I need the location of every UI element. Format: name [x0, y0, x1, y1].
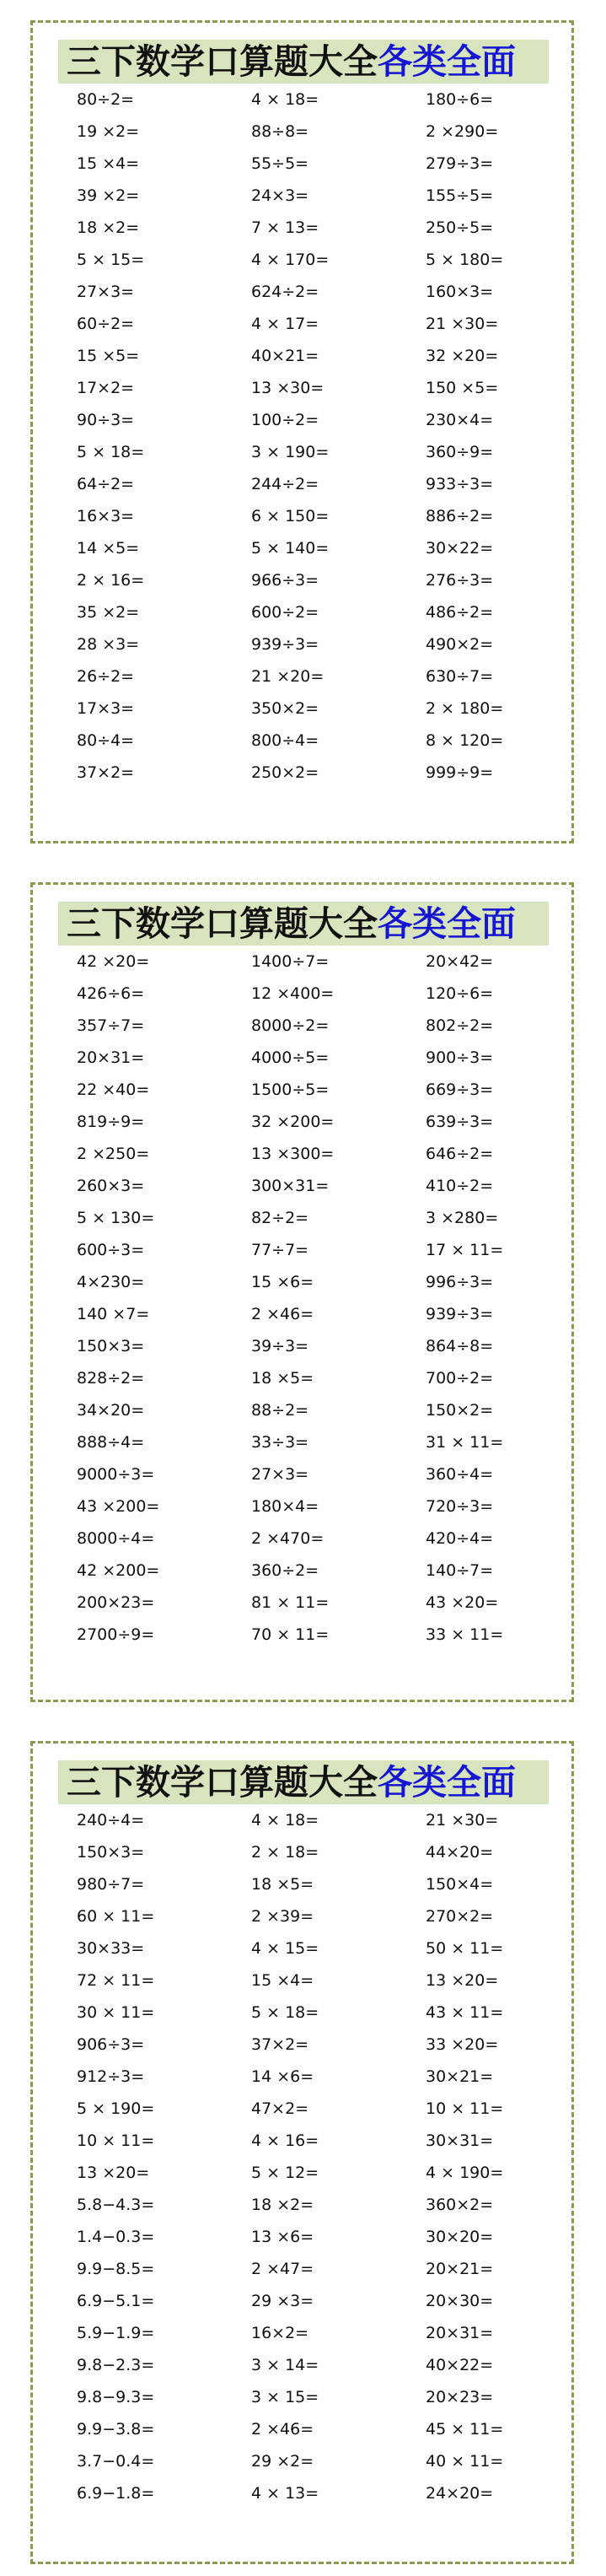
problem-row [77, 84, 600, 116]
problem-row [77, 1964, 600, 1997]
arithmetic-problem: 3 × 15= [251, 2388, 319, 2406]
problem-row [77, 978, 600, 1010]
arithmetic-problem: 13 ×20= [77, 2164, 150, 2182]
arithmetic-problem: 980÷7= [77, 1875, 145, 1894]
arithmetic-problem: 150 ×5= [426, 379, 499, 397]
problem-row [77, 2093, 600, 2125]
arithmetic-problem: 426÷6= [77, 984, 145, 1003]
problem-row [77, 1010, 600, 1042]
arithmetic-problem: 37×2= [251, 2035, 309, 2054]
arithmetic-problem: 29 ×2= [251, 2452, 314, 2471]
worksheet-title-bar [58, 40, 549, 84]
arithmetic-problem: 20×31= [426, 2324, 494, 2342]
arithmetic-problem: 410÷2= [426, 1177, 494, 1195]
arithmetic-problem: 155÷5= [426, 186, 494, 205]
arithmetic-problem: 9.9−3.8= [77, 2420, 155, 2439]
arithmetic-problem: 29 ×3= [251, 2292, 314, 2310]
problem-row [77, 1804, 600, 1836]
arithmetic-problem: 30 × 11= [77, 2003, 155, 2022]
problem-row [77, 660, 600, 693]
arithmetic-problem: 1.4−0.3= [77, 2228, 155, 2246]
arithmetic-problem: 16×3= [77, 507, 135, 525]
arithmetic-problem: 6.9−1.8= [77, 2484, 155, 2503]
arithmetic-problem: 4 × 18= [251, 1811, 319, 1830]
arithmetic-problem: 1400÷7= [251, 952, 330, 971]
arithmetic-problem: 360÷2= [251, 1561, 319, 1580]
arithmetic-problem: 13 ×20= [426, 1971, 499, 1990]
arithmetic-problem: 8000÷4= [77, 1529, 155, 1548]
problem-row [77, 693, 600, 725]
arithmetic-problem: 5.8−4.3= [77, 2196, 155, 2214]
arithmetic-problem: 1500÷5= [251, 1081, 330, 1099]
arithmetic-problem: 6 × 150= [251, 507, 330, 525]
problem-row [77, 2445, 600, 2477]
arithmetic-problem: 34×20= [77, 1401, 145, 1420]
arithmetic-problem: 996÷3= [426, 1273, 494, 1291]
arithmetic-problem: 888÷4= [77, 1433, 145, 1452]
problem-row [77, 468, 600, 500]
worksheet-title [58, 40, 549, 84]
arithmetic-problem: 32 ×200= [251, 1113, 335, 1131]
arithmetic-problem: 2 ×46= [251, 2420, 314, 2439]
arithmetic-problem: 350×2= [251, 699, 319, 718]
arithmetic-problem: 5 × 12= [251, 2164, 319, 2182]
arithmetic-problem: 939÷3= [251, 635, 319, 654]
arithmetic-problem: 250÷5= [426, 218, 494, 237]
arithmetic-problem: 21 ×20= [251, 667, 324, 686]
arithmetic-problem: 260×3= [77, 1177, 145, 1195]
worksheet-card-1 [30, 20, 574, 843]
worksheet-card-3 [30, 1741, 574, 2564]
arithmetic-problem: 17×2= [77, 379, 135, 397]
problem-row [77, 596, 600, 628]
arithmetic-problem: 150×3= [77, 1843, 145, 1862]
arithmetic-problem: 88÷2= [251, 1401, 309, 1420]
arithmetic-problem: 42 ×200= [77, 1561, 160, 1580]
arithmetic-problem: 43 ×20= [426, 1593, 499, 1612]
problem-list [77, 84, 600, 789]
problem-row [77, 1298, 600, 1330]
arithmetic-problem: 80÷4= [77, 731, 135, 750]
arithmetic-problem: 33 ×20= [426, 2035, 499, 2054]
problem-row [77, 2413, 600, 2445]
arithmetic-problem: 3.7−0.4= [77, 2452, 155, 2471]
arithmetic-problem: 279÷3= [426, 154, 494, 173]
arithmetic-problem: 4×230= [77, 1273, 145, 1291]
arithmetic-problem: 244÷2= [251, 475, 319, 493]
arithmetic-problem: 912÷3= [77, 2067, 145, 2086]
arithmetic-problem: 20×23= [426, 2388, 494, 2406]
arithmetic-problem: 24×20= [426, 2484, 494, 2503]
arithmetic-problem: 700÷2= [426, 1369, 494, 1388]
arithmetic-problem: 4 × 17= [251, 315, 319, 333]
arithmetic-problem: 4 × 190= [426, 2164, 504, 2182]
arithmetic-problem: 933÷3= [426, 475, 494, 493]
arithmetic-problem: 300×31= [251, 1177, 330, 1195]
problem-list [77, 1804, 600, 2509]
arithmetic-problem: 20×21= [426, 2260, 494, 2278]
arithmetic-problem: 10 × 11= [77, 2131, 155, 2150]
arithmetic-problem: 7 × 13= [251, 218, 319, 237]
problem-row [77, 1619, 600, 1651]
problem-row [77, 1900, 600, 1932]
arithmetic-problem: 150×4= [426, 1875, 494, 1894]
problem-row [77, 946, 600, 978]
arithmetic-problem: 3 × 190= [251, 443, 330, 461]
problem-row [77, 2189, 600, 2221]
title-main: 三下数学口算题大全 [67, 1762, 378, 1803]
arithmetic-problem: 14 ×5= [77, 539, 140, 558]
arithmetic-problem: 50 × 11= [426, 1939, 504, 1958]
title-main: 三下数学口算题大全 [67, 41, 378, 82]
arithmetic-problem: 40×22= [426, 2356, 494, 2374]
arithmetic-problem: 906÷3= [77, 2035, 145, 2054]
arithmetic-problem: 30×21= [426, 2067, 494, 2086]
arithmetic-problem: 40 × 11= [426, 2452, 504, 2471]
problem-row [77, 180, 600, 212]
problem-row [77, 1836, 600, 1868]
problem-row [77, 1932, 600, 1964]
arithmetic-problem: 200×23= [77, 1593, 155, 1612]
problem-row [77, 1458, 600, 1490]
arithmetic-problem: 60 × 11= [77, 1907, 155, 1926]
arithmetic-problem: 13 ×6= [251, 2228, 314, 2246]
problem-row [77, 2061, 600, 2093]
arithmetic-problem: 44×20= [426, 1843, 494, 1862]
arithmetic-problem: 276÷3= [426, 571, 494, 590]
arithmetic-problem: 360×2= [426, 2196, 494, 2214]
arithmetic-problem: 15 ×6= [251, 1273, 314, 1291]
problem-row [77, 340, 600, 372]
arithmetic-problem: 140÷7= [426, 1561, 494, 1580]
arithmetic-problem: 802÷2= [426, 1016, 494, 1035]
arithmetic-problem: 939÷3= [426, 1305, 494, 1323]
arithmetic-problem: 15 ×4= [77, 154, 140, 173]
arithmetic-problem: 82÷2= [251, 1209, 309, 1227]
arithmetic-problem: 17 × 11= [426, 1241, 504, 1259]
arithmetic-problem: 2 ×39= [251, 1907, 314, 1926]
worksheet-title [58, 902, 549, 946]
arithmetic-problem: 5 × 18= [77, 443, 145, 461]
worksheet-card-2 [30, 882, 574, 1702]
problem-row [77, 276, 600, 308]
arithmetic-problem: 9.9−8.5= [77, 2260, 155, 2278]
arithmetic-problem: 37×2= [77, 763, 135, 782]
title-accent: 各类全面 [378, 41, 516, 82]
arithmetic-problem: 180÷6= [426, 90, 494, 109]
arithmetic-problem: 21 ×30= [426, 315, 499, 333]
problem-row [77, 1106, 600, 1138]
arithmetic-problem: 150×3= [77, 1337, 145, 1355]
arithmetic-problem: 8000÷2= [251, 1016, 330, 1035]
arithmetic-problem: 30×22= [426, 539, 494, 558]
arithmetic-problem: 18 ×2= [77, 218, 140, 237]
arithmetic-problem: 10 × 11= [426, 2099, 504, 2118]
problem-row [77, 1362, 600, 1394]
problem-row [77, 1997, 600, 2029]
arithmetic-problem: 18 ×5= [251, 1369, 314, 1388]
problem-row [77, 564, 600, 596]
arithmetic-problem: 160×3= [426, 283, 494, 301]
problem-row [77, 1522, 600, 1555]
worksheet-title-bar [58, 1760, 549, 1804]
problem-row [77, 757, 600, 789]
problem-row [77, 2253, 600, 2285]
arithmetic-problem: 2 ×290= [426, 122, 499, 141]
arithmetic-problem: 9.8−2.3= [77, 2356, 155, 2374]
arithmetic-problem: 39 ×2= [77, 186, 140, 205]
problem-list [77, 946, 600, 1651]
arithmetic-problem: 639÷3= [426, 1113, 494, 1131]
arithmetic-problem: 43 ×200= [77, 1497, 160, 1516]
arithmetic-problem: 5.9−1.9= [77, 2324, 155, 2342]
problem-row [77, 372, 600, 404]
problem-row [77, 2285, 600, 2317]
arithmetic-problem: 90÷3= [77, 411, 135, 429]
problem-row [77, 1394, 600, 1426]
arithmetic-problem: 2 ×470= [251, 1529, 324, 1548]
problem-row [77, 1170, 600, 1202]
arithmetic-problem: 966÷3= [251, 571, 319, 590]
arithmetic-problem: 17×3= [77, 699, 135, 718]
arithmetic-problem: 20×42= [426, 952, 494, 971]
arithmetic-problem: 886÷2= [426, 507, 494, 525]
arithmetic-problem: 600÷3= [77, 1241, 145, 1259]
arithmetic-problem: 64÷2= [77, 475, 135, 493]
arithmetic-problem: 250×2= [251, 763, 319, 782]
problem-row [77, 1138, 600, 1170]
problem-row [77, 1868, 600, 1900]
problem-row [77, 2157, 600, 2189]
arithmetic-problem: 13 ×30= [251, 379, 324, 397]
arithmetic-problem: 15 ×4= [251, 1971, 314, 1990]
arithmetic-problem: 864÷8= [426, 1337, 494, 1355]
arithmetic-problem: 240÷4= [77, 1811, 145, 1830]
problem-row [77, 436, 600, 468]
arithmetic-problem: 5 × 130= [77, 1209, 155, 1227]
arithmetic-problem: 4 × 15= [251, 1939, 319, 1958]
arithmetic-problem: 486÷2= [426, 603, 494, 622]
arithmetic-problem: 40×21= [251, 347, 319, 365]
problem-row [77, 1490, 600, 1522]
arithmetic-problem: 4 × 18= [251, 90, 319, 109]
arithmetic-problem: 24×3= [251, 186, 309, 205]
arithmetic-problem: 26÷2= [77, 667, 135, 686]
arithmetic-problem: 828÷2= [77, 1369, 145, 1388]
arithmetic-problem: 999÷9= [426, 763, 494, 782]
arithmetic-problem: 6.9−5.1= [77, 2292, 155, 2310]
arithmetic-problem: 5 × 180= [426, 251, 504, 269]
arithmetic-problem: 4 × 13= [251, 2484, 319, 2503]
problem-row [77, 500, 600, 532]
arithmetic-problem: 39÷3= [251, 1337, 309, 1355]
arithmetic-problem: 357÷7= [77, 1016, 145, 1035]
problem-row [77, 244, 600, 276]
arithmetic-problem: 2 × 180= [426, 699, 504, 718]
problem-row [77, 2477, 600, 2509]
arithmetic-problem: 27×3= [251, 1465, 309, 1484]
arithmetic-problem: 140 ×7= [77, 1305, 150, 1323]
arithmetic-problem: 30×31= [426, 2131, 494, 2150]
problem-row [77, 1330, 600, 1362]
arithmetic-problem: 180×4= [251, 1497, 319, 1516]
problem-row [77, 2349, 600, 2381]
arithmetic-problem: 8 × 120= [426, 731, 504, 750]
arithmetic-problem: 5 × 190= [77, 2099, 155, 2118]
title-accent: 各类全面 [378, 903, 516, 944]
arithmetic-problem: 33÷3= [251, 1433, 309, 1452]
problem-row [77, 404, 600, 436]
arithmetic-problem: 100÷2= [251, 411, 319, 429]
arithmetic-problem: 19 ×2= [77, 122, 140, 141]
arithmetic-problem: 360÷9= [426, 443, 494, 461]
arithmetic-problem: 77÷7= [251, 1241, 309, 1259]
arithmetic-problem: 360÷4= [426, 1465, 494, 1484]
arithmetic-problem: 9.8−9.3= [77, 2388, 155, 2406]
arithmetic-problem: 2 × 18= [251, 1843, 319, 1862]
arithmetic-problem: 800÷4= [251, 731, 319, 750]
arithmetic-problem: 70 × 11= [251, 1625, 330, 1644]
arithmetic-problem: 60÷2= [77, 315, 135, 333]
arithmetic-problem: 30×20= [426, 2228, 494, 2246]
problem-row [77, 1042, 600, 1074]
problem-row [77, 1202, 600, 1234]
arithmetic-problem: 16×2= [251, 2324, 309, 2342]
problem-row [77, 1074, 600, 1106]
arithmetic-problem: 2 ×250= [77, 1145, 150, 1163]
arithmetic-problem: 3 × 14= [251, 2356, 319, 2374]
arithmetic-problem: 42 ×20= [77, 952, 150, 971]
problem-row [77, 2221, 600, 2253]
arithmetic-problem: 420÷4= [426, 1529, 494, 1548]
arithmetic-problem: 270×2= [426, 1907, 494, 1926]
arithmetic-problem: 45 × 11= [426, 2420, 504, 2439]
arithmetic-problem: 33 × 11= [426, 1625, 504, 1644]
arithmetic-problem: 35 ×2= [77, 603, 140, 622]
problem-row [77, 212, 600, 244]
arithmetic-problem: 669÷3= [426, 1081, 494, 1099]
arithmetic-problem: 2 × 16= [77, 571, 145, 590]
arithmetic-problem: 14 ×6= [251, 2067, 314, 2086]
arithmetic-problem: 2 ×47= [251, 2260, 314, 2278]
arithmetic-problem: 5 × 15= [77, 251, 145, 269]
arithmetic-problem: 28 ×3= [77, 635, 140, 654]
arithmetic-problem: 5 × 18= [251, 2003, 319, 2022]
arithmetic-problem: 120÷6= [426, 984, 494, 1003]
arithmetic-problem: 150×2= [426, 1401, 494, 1420]
problem-row [77, 1266, 600, 1298]
arithmetic-problem: 900÷3= [426, 1048, 494, 1067]
arithmetic-problem: 5 × 140= [251, 539, 330, 558]
arithmetic-problem: 624÷2= [251, 283, 319, 301]
problem-row [77, 2125, 600, 2157]
problem-row [77, 628, 600, 660]
arithmetic-problem: 43 × 11= [426, 2003, 504, 2022]
arithmetic-problem: 72 × 11= [77, 1971, 155, 1990]
arithmetic-problem: 819÷9= [77, 1113, 145, 1131]
arithmetic-problem: 31 × 11= [426, 1433, 504, 1452]
arithmetic-problem: 80÷2= [77, 90, 135, 109]
title-accent: 各类全面 [378, 1762, 516, 1803]
arithmetic-problem: 630÷7= [426, 667, 494, 686]
problem-row [77, 1426, 600, 1458]
arithmetic-problem: 30×33= [77, 1939, 145, 1958]
arithmetic-problem: 55÷5= [251, 154, 309, 173]
arithmetic-problem: 4000÷5= [251, 1048, 330, 1067]
arithmetic-problem: 21 ×30= [426, 1811, 499, 1830]
arithmetic-problem: 20×30= [426, 2292, 494, 2310]
problem-row [77, 1234, 600, 1266]
problem-row [77, 1587, 600, 1619]
problem-row [77, 116, 600, 148]
arithmetic-problem: 81 × 11= [251, 1593, 330, 1612]
problem-row [77, 725, 600, 757]
worksheet-title [58, 1760, 549, 1804]
arithmetic-problem: 2 ×46= [251, 1305, 314, 1323]
arithmetic-problem: 9000÷3= [77, 1465, 155, 1484]
arithmetic-problem: 13 ×300= [251, 1145, 335, 1163]
arithmetic-problem: 646÷2= [426, 1145, 494, 1163]
arithmetic-problem: 15 ×5= [77, 347, 140, 365]
arithmetic-problem: 47×2= [251, 2099, 309, 2118]
arithmetic-problem: 32 ×20= [426, 347, 499, 365]
arithmetic-problem: 88÷8= [251, 122, 309, 141]
problem-row [77, 2029, 600, 2061]
arithmetic-problem: 4 × 16= [251, 2131, 319, 2150]
title-main: 三下数学口算题大全 [67, 903, 378, 944]
arithmetic-problem: 490×2= [426, 635, 494, 654]
arithmetic-problem: 20×31= [77, 1048, 145, 1067]
arithmetic-problem: 18 ×5= [251, 1875, 314, 1894]
problem-row [77, 532, 600, 564]
arithmetic-problem: 2700÷9= [77, 1625, 155, 1644]
worksheet-title-bar [58, 902, 549, 946]
problem-row [77, 2381, 600, 2413]
problem-row [77, 2317, 600, 2349]
arithmetic-problem: 3 ×280= [426, 1209, 499, 1227]
arithmetic-problem: 18 ×2= [251, 2196, 314, 2214]
arithmetic-problem: 27×3= [77, 283, 135, 301]
problem-row [77, 308, 600, 340]
problem-row [77, 1555, 600, 1587]
problem-row [77, 148, 600, 180]
arithmetic-problem: 4 × 170= [251, 251, 330, 269]
arithmetic-problem: 600÷2= [251, 603, 319, 622]
arithmetic-problem: 12 ×400= [251, 984, 335, 1003]
arithmetic-problem: 720÷3= [426, 1497, 494, 1516]
arithmetic-problem: 230×4= [426, 411, 494, 429]
arithmetic-problem: 22 ×40= [77, 1081, 150, 1099]
